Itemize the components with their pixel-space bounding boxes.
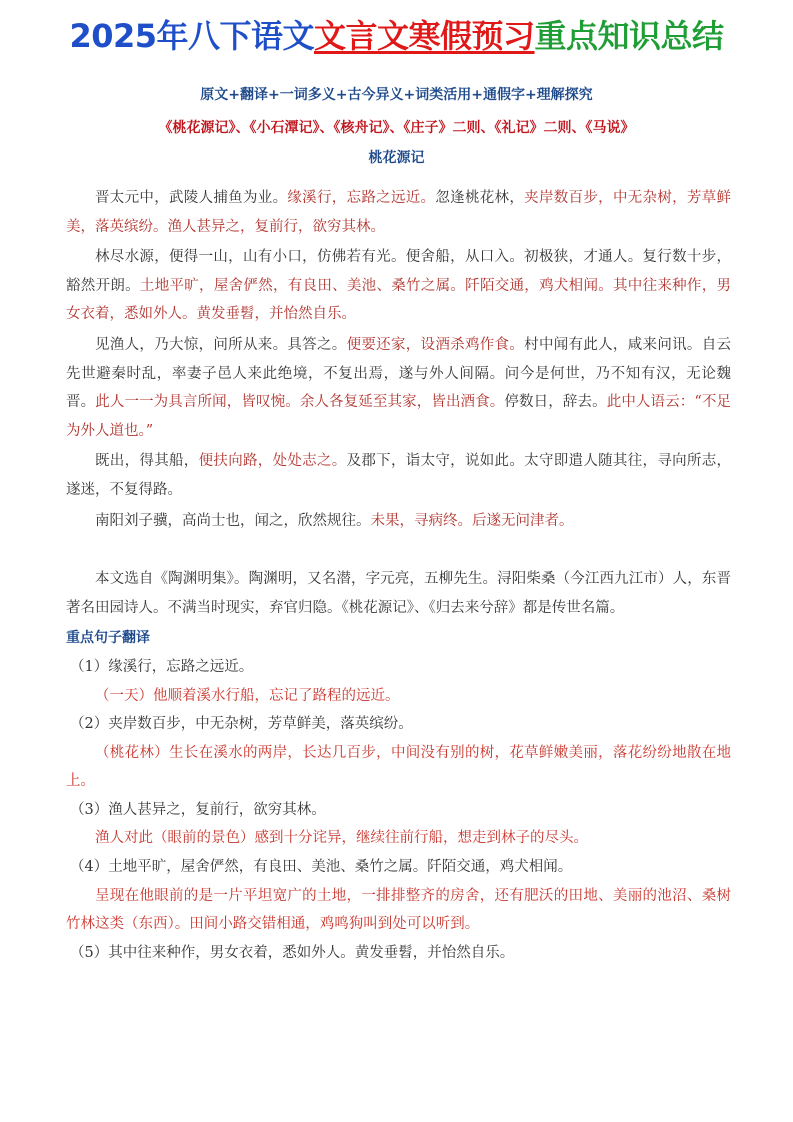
highlighted-text: 夹岸数百步，中无杂树，芳草鲜美，落英缤纷。 [66,190,732,235]
sentence-item: （5）其中往来种作，男女衣着，悉如外人。黄发垂髫，并怡然自乐。 [70,944,515,961]
original-paragraph [66,507,731,536]
highlighted-text: 缘溪行，忘路之远近。 [287,190,436,206]
text-segment: 忽逢桃花林， [435,190,525,206]
text-segment: 停数日，辞去。 [504,394,607,411]
original-paragraph [66,184,731,241]
highlighted-text: 土地平旷，屋舍俨然，有良田、美池、桑竹之属。阡陌交通，鸡犬相闻。其中往来种作，男女衣着，悉如外人。黄发垂髫，并怡然自乐。 [66,277,731,323]
original-text [66,184,731,535]
author-intro: 本文选自《陶渊明集》。陶渊明，又名潜，字元亮，五柳先生。浔阳柴桑（今江西九江市）人，东晋著名田园诗人。不满当时现实，弃官归隐。《桃花源记》、《归去来兮辞》都是传世名篇。 [66,571,731,616]
text-segment: 见渔人，乃大惊，问所从来。具答之。 [95,336,347,353]
document-body [66,184,731,967]
contents-line: 《桃花源记》、《小石潭记》、《核舟记》、《庄子》二则、《礼记》二则、《马说》 [158,120,635,136]
sentence-item: （1）缘溪行，忘路之远近。 [70,658,254,675]
text-segment: 及郡下，诣太守，说如此。太守即遣人随其往，寻向所志，遂迷，不复得路。 [66,453,732,498]
text-segment: 南阳刘子骥，高尚士也，闻之，欣然规往。 [95,512,371,529]
original-paragraph [66,243,731,329]
sentence-translation: 呈现在他眼前的是一片平坦宽广的土地，一排排整齐的房舍，还有肥沃的田地、美丽的池沼、桑树竹林这类（东西）。田间小路交错相通，鸡鸣狗叫到处可以听到。 [66,887,731,933]
title-part-3: 重点知识总结 [534,17,724,55]
text-segment: 晋太元中，武陵人捕鱼为业。 [95,190,288,206]
highlighted-text: 便要还家，设酒杀鸡作食。 [346,336,525,353]
key-sentences-heading: 重点句子翻译 [66,630,150,647]
sentence-item: （3）渔人甚异之，复前行，欲穷其林。 [70,801,326,818]
sentence-item: （2）夹岸数百步，中无杂树，芳草鲜美，落英缤纷。 [70,716,413,733]
sentence-translation: 渔人对此（眼前的景色）感到十分诧异，继续往前行船，想走到林子的尽头。 [95,830,588,847]
highlighted-text: 此中人语云：“不足为外人道也。” [66,394,732,439]
sentence-item: （4）土地平旷，屋舍俨然，有良田、美池、桑竹之属。阡陌交通，鸡犬相闻。 [70,859,573,876]
highlighted-text: 渔人甚异之，复前行，欲穷其林。 [167,218,385,235]
text-segment: 既出，得其船， [95,453,199,470]
section-title: 桃花源记 [368,150,425,166]
highlighted-text: 便扶向路，处处志之。 [198,453,347,470]
sentence-translation: （桃花林）生长在溪水的两岸，长达几百步，中间没有别的树，花草鲜嫩美丽，落花纷纷地散在地上。 [66,744,731,790]
translation-list [66,653,731,968]
original-paragraph [66,447,731,504]
original-paragraph [66,331,731,445]
text-segment: 林尽水源，便得一山，山有小口，仿佛若有光。便舍船，从口入。初极狭，才通人。复行数十步，豁然开朗。 [66,249,731,294]
subtitle: 原文+翻译+一词多义+古今异义+词类活用+通假字+理解探究 [200,87,593,103]
highlighted-text: 此人一一为具言所闻，皆叹惋。余人各复延至其家，皆出酒食。 [95,394,505,411]
sentence-translation: （一天）他顺着溪水行船，忘记了路程的远近。 [95,687,400,704]
text-segment: 村中闻有此人，咸来问讯。自云先世避秦时乱，率妻子邑人来此绝境，不复出焉，遂与外人间隔。问今是何世，乃不知有汉，无论魏晋。 [66,336,732,411]
title-part-1: 2025年八下语文 [69,17,315,55]
page-title [0,14,793,58]
highlighted-text: 未果，寻病终。后遂无问津者。 [370,512,574,529]
title-part-2: 文言文寒假预习 [314,17,535,55]
